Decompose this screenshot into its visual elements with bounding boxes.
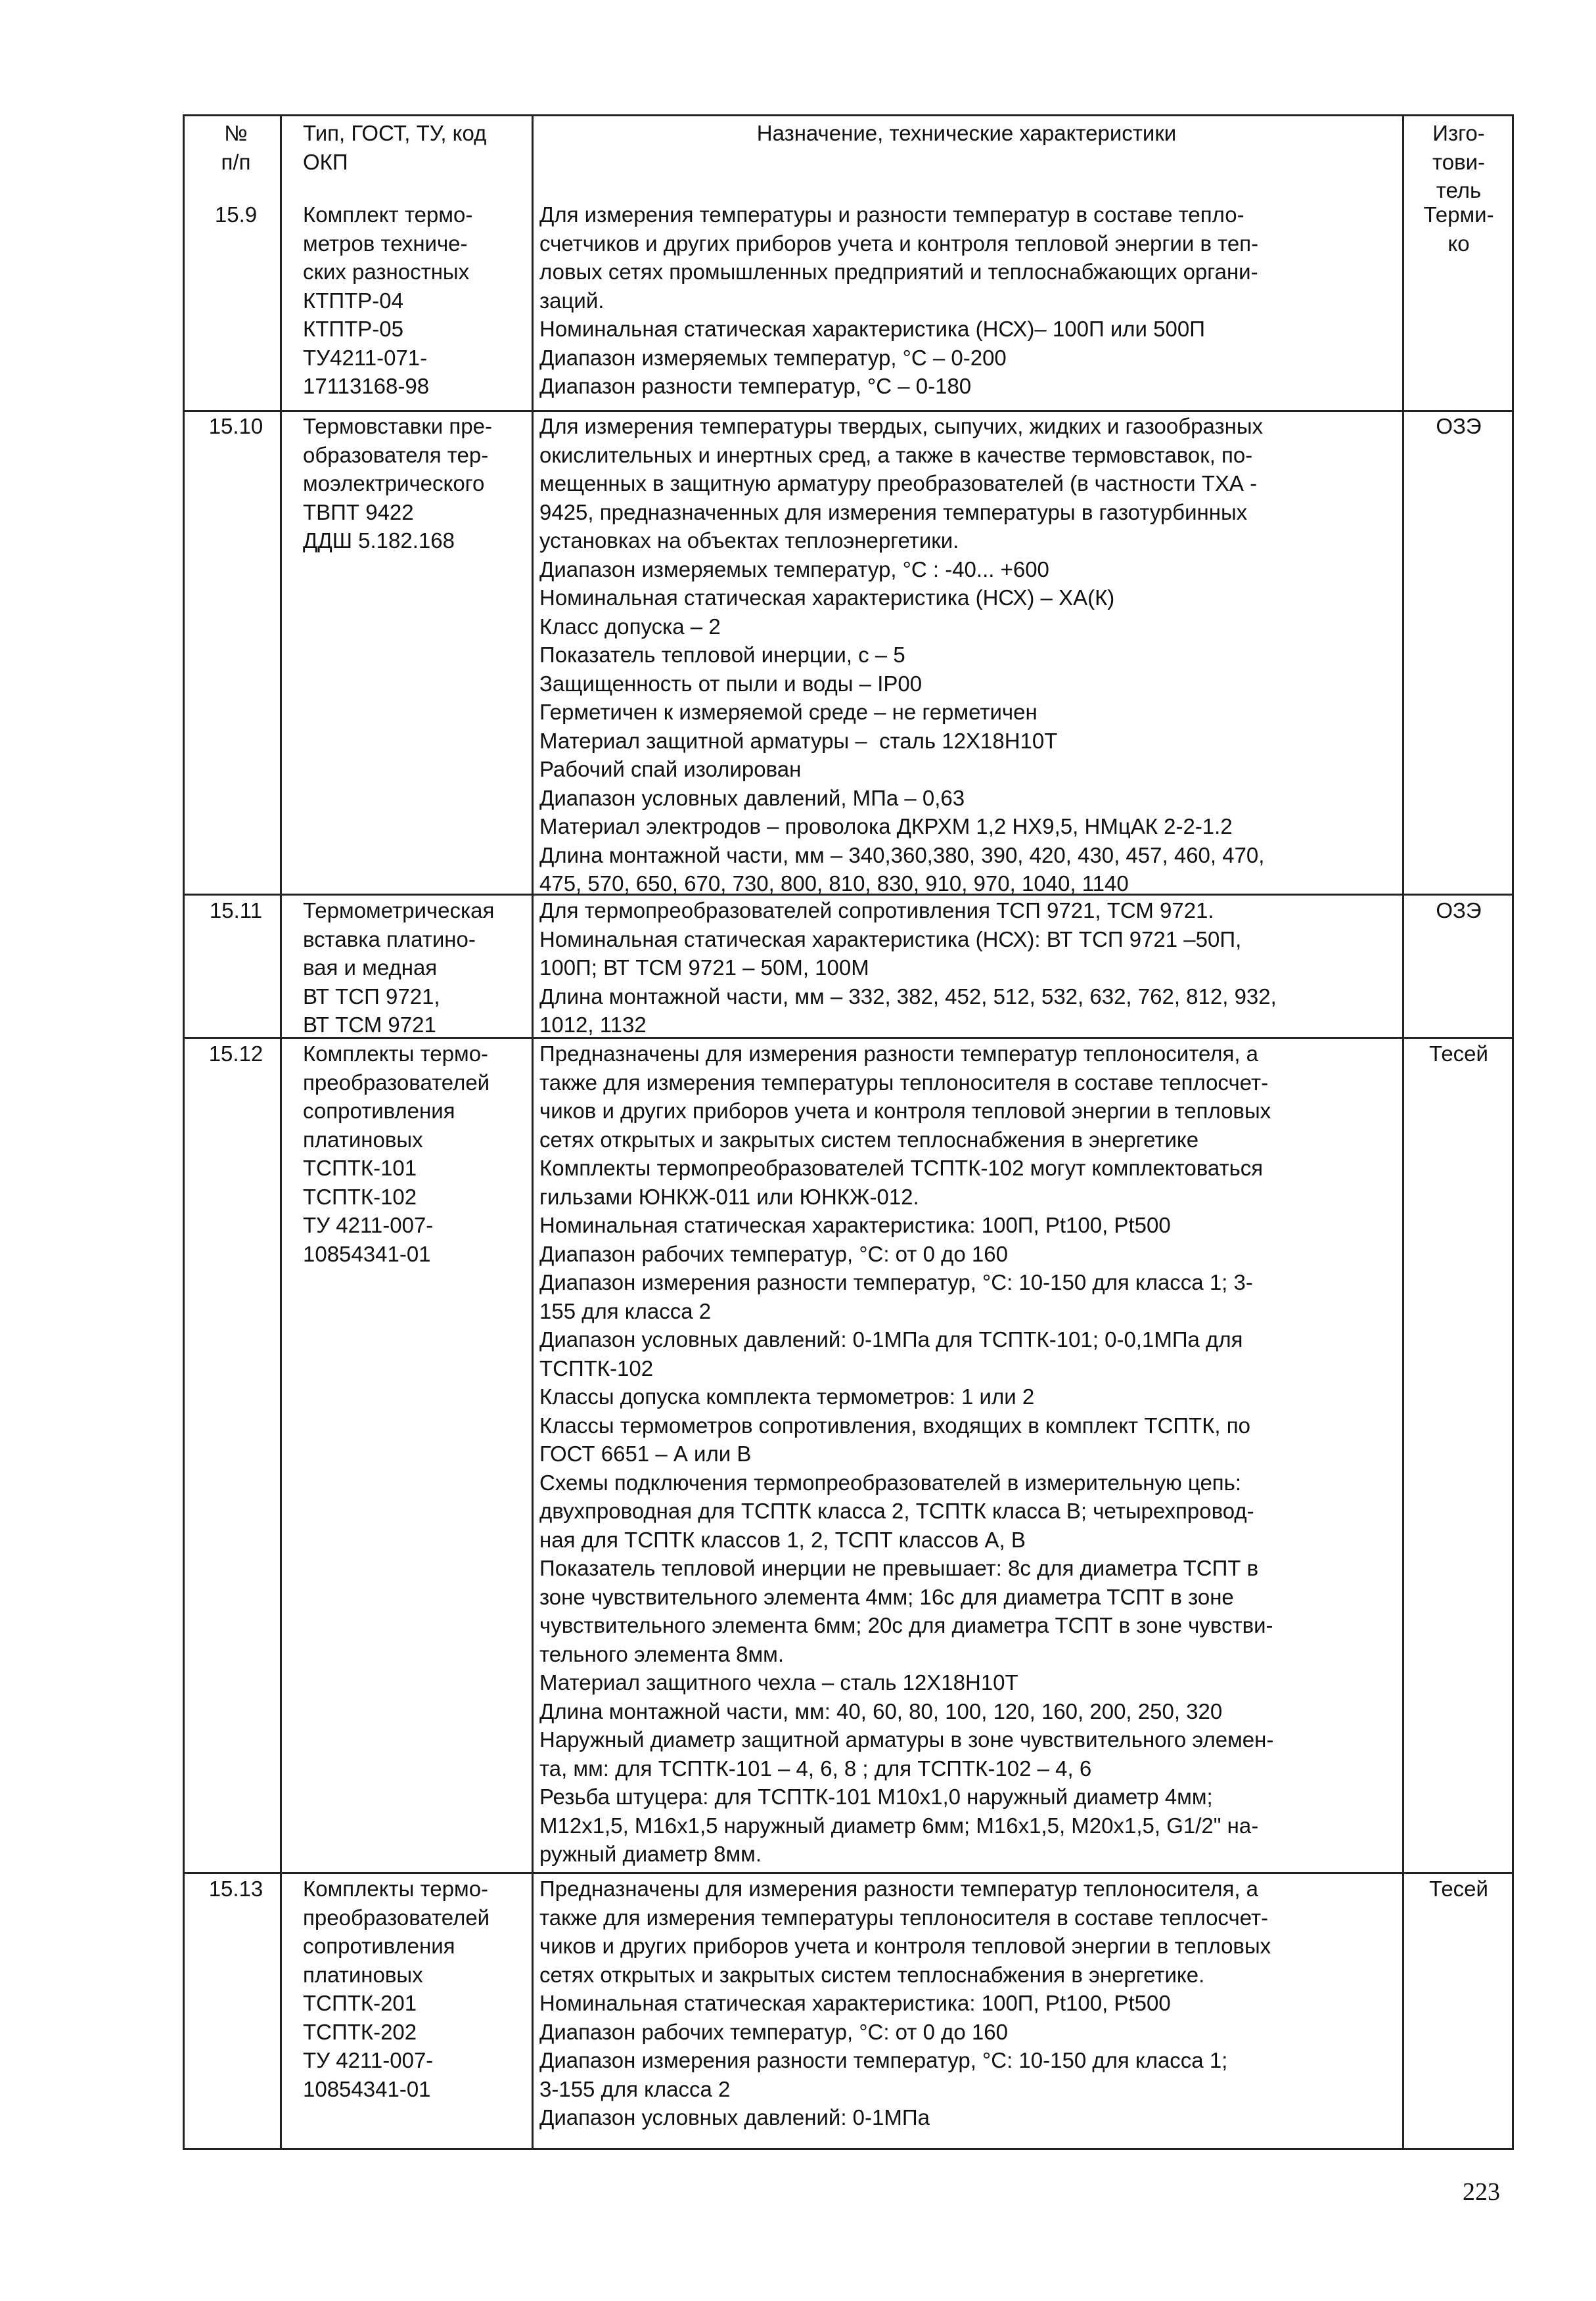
row-15-11-num: 15.11 xyxy=(209,898,263,923)
row-15-9-num: 15.9 xyxy=(214,202,258,227)
row-15-11-desc: Для термопреобразователей сопротивления ТСП 9721, ТСМ 9721. Номинальная статическая характеристика (НСХ): ВТ ТСП 9721 –50П, 100П; ВТ ТСМ 9721 – 50М, 100М Длина монтажной части, мм – 332, 382, 452, 512, 532, 632, 762, 812, 932, 1012, 1132 xyxy=(539,898,1277,1037)
row-15-13-desc: Предназначены для измерения разности температур теплоносителя, а также для измерения температуры теплоносителя в составе теплосчет- чиков и других приборов учета и контроля тепловой энергии в тепловых сетях открытых и закрытых систем теплоснабжения в энергетике. Номинальная статическая характеристика: 100П, Pt100, Pt500 Диапазон рабочих температур, °С: от 0 до 160 Диапазон измерения разности температур, °С: 10-150 для класса 1; 3-155 для класса 2 Диапазон условных давлений: 0-1МПа xyxy=(539,1877,1271,2130)
header-num: № п/п xyxy=(221,121,251,174)
row-15-13-num: 15.13 xyxy=(208,1877,263,1901)
header-type: Тип, ГОСТ, ТУ, код ОКП xyxy=(303,121,487,174)
row-15-13-type: Комплекты термо- преобразователей сопротивления платиновых ТСПТК-201 ТСПТК-202 ТУ 4211-007- 10854341-01 xyxy=(303,1877,490,2101)
row-15-11-type: Термометрическая вставка платино- вая и медная ВТ ТСП 9721, ВТ ТСМ 9721 xyxy=(303,898,495,1037)
row-15-12-type: Комплекты термо- преобразователей сопротивления платиновых ТСПТК-101 ТСПТК-102 ТУ 4211-007- 10854341-01 xyxy=(303,1041,490,1266)
row-15-13-mfr: Тесей xyxy=(1429,1877,1488,1901)
column-divider xyxy=(532,116,534,2148)
row-15-10-type: Термовставки пре- образователя тер- моэлектрического ТВПТ 9422 ДДШ 5.182.168 xyxy=(303,414,492,553)
row-15-9-mfr: Терми- ко xyxy=(1423,202,1494,256)
header-desc: Назначение, технические характеристики xyxy=(756,121,1177,145)
row-15-11-mfr: ОЗЭ xyxy=(1436,898,1482,923)
row-divider xyxy=(185,1872,1512,1874)
row-15-9-desc: Для измерения температуры и разности температур в составе тепло- счетчиков и других приборов учета и контроля тепловой энергии в теп- ловых сетях промышленных предприятий и теплоснабжающих органи- заций. Номинальная статическая характеристика (НСХ)– 100П или 500П Диапазон измеряемых температур, °С – 0-200 Диапазон разности температур, °С – 0-180 xyxy=(539,202,1259,398)
row-15-12-desc: Предназначены для измерения разности температур теплоносителя, а также для измерения температуры теплоносителя в составе теплосчет- чиков и других приборов учета и контроля тепловой энергии в тепловых сетях открытых и закрытых систем теплоснабжения в энергетике Комплекты термопреобразователей ТСПТК-102 могут комплектоваться гильзами ЮНКЖ-011 или ЮНКЖ-012. Номинальная статическая характеристика: 100П, Pt100, Pt500 Диапазон рабочих температур, °С: от 0 до 160 Диапазон измерения разности температур, °С: 10-150 для класса 1; 3- 155 для класса 2 Диапазон условных давлений: 0-1МПа для ТСПТК-101; 0-0,1МПа для ТСПТК-102 Классы допуска комплекта термометров: 1 или 2 Классы термометров сопротивления, входящих в комплект ТСПТК, по ГОСТ 6651 – А или В Схемы подключения термопреобразователей в измерительную цепь: двухпроводная для ТСПТК класса 2, ТСПТК класса В; четырехпровод- ная для ТСПТК классов 1, 2, ТСПТ классов А, В Показатель тепловой инерции не превышает: 8с для диаметра ТСПТ в зоне чувствительного элемента 4мм; 16с для диаметра ТСПТ в зоне чувствительного элемента 6мм; 20с для диаметра ТСПТ в зоне чувстви- тельного элемента 8мм. Материал защитного чехла – сталь 12Х18Н10Т Длина монтажной части, мм: 40, 60, 80, 100, 120, 160, 200, 250, 320 Наружный диаметр защитной арматуры в зоне чувствительного элемен- та, мм: для ТСПТК-101 – 4, 6, 8 ; для ТСПТК-102 – 4, 6 Резьба штуцера: для ТСПТК-101 М10х1,0 наружный диаметр 4мм; М12х1,5, М16х1,5 наружный диаметр 6мм; М16х1,5, М20х1,5, G1/2" на- ружный диаметр 8мм. xyxy=(539,1041,1274,1866)
row-15-12-mfr: Тесей xyxy=(1429,1041,1488,1066)
row-15-12-num: 15.12 xyxy=(208,1041,263,1066)
page-number: 223 xyxy=(1463,2178,1500,2206)
spec-table xyxy=(183,114,1514,2150)
row-15-10-num: 15.10 xyxy=(208,414,263,438)
row-15-10-desc: Для измерения температуры твердых, сыпучих, жидких и газообразных окислительных и инертных сред, а также в качестве термовставок, по- мещенных в защитную арматуру преобразователей (в частности ТХА - 9425, предназначенных для измерения температуры в газотурбинных установках на объектах теплоэнергетики. Диапазон измеряемых температур, °С : -40... +600 Номинальная статическая характеристика (НСХ) – ХА(К) Класс допуска – 2 Показатель тепловой инерции, с – 5 Защищенность от пыли и воды – IP00 Герметичен к измеряемой среде – не герметичен Материал защитной арматуры – сталь 12Х18Н10Т Рабочий спай изолирован Диапазон условных давлений, МПа – 0,63 Материал электродов – проволока ДКРХМ 1,2 НХ9,5, НМцАК 2-2-1.2 Длина монтажной части, мм – 340,360,380, 390, 420, 430, 457, 460, 470, 475, 570, 650, 670, 730, 800, 810, 830, 910, 970, 1040, 1140 xyxy=(539,414,1265,896)
row-15-10-mfr: ОЗЭ xyxy=(1436,414,1482,438)
header-mfr: Изго- тови- тель xyxy=(1432,121,1486,202)
row-15-9-type: Комплект термо- метров техниче- ских разностных КТПТР-04 КТПТР-05 ТУ4211-071- 17113168-98 xyxy=(303,202,473,398)
